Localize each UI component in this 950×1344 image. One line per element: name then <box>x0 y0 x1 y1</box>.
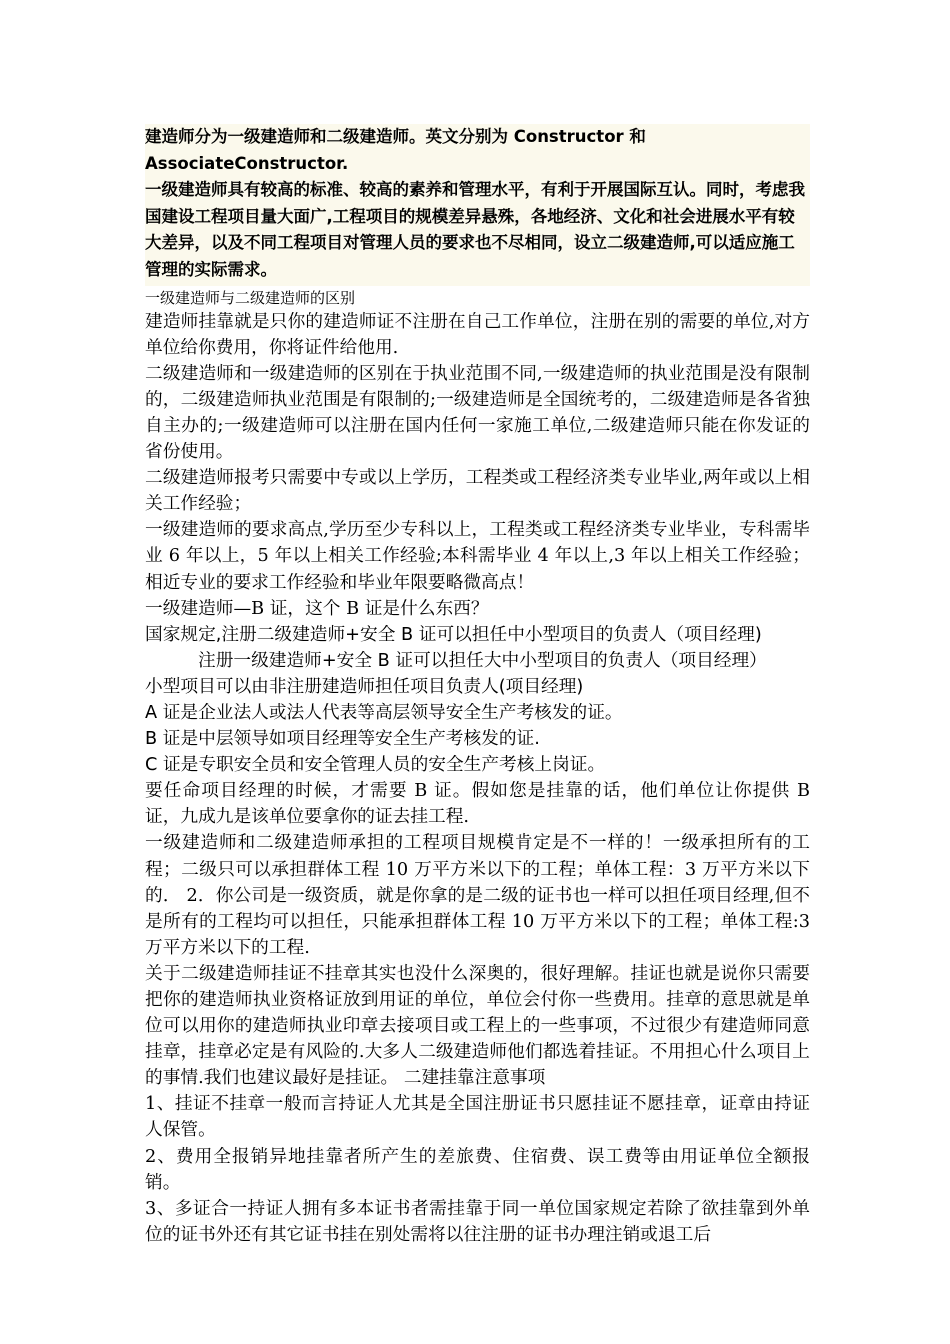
intro-highlight-block <box>145 124 810 286</box>
intro-line-1: 建造师分为一级建造师和二级建造师。英文分别为 Constructor 和 AssociateConstructor. <box>145 127 646 173</box>
regulation-line: 注册一级建造师+安全 B 证可以担任大中小型项目的负责人（项目经理） <box>198 650 767 671</box>
paragraph: 关于二级建造师挂证不挂章其实也没什么深奥的，很好理解。挂证也就是说你只需要把你的建造师执业资格证放到用证的单位，单位会付你一些费用。挂章的意思就是单位可以用你的建造师执业印章去接项目或工程上的一些事项，不过很少有建造师同意挂章，挂章必定是有风险的.大多人二级建造师他们都选着挂证。不用担心什么项目上的事情.我们也建议最好是挂证。 二建挂靠注意事项 <box>145 963 810 1089</box>
paragraph: 二级建造师和一级建造师的区别在于执业范围不同,一级建造师的执业范围是没有限制的，二级建造师执业范围是有限制的;一级建造师是全国统考的，二级建造师是各省独自主办的;一级建造师可以注册在国内任何一家施工单位,二级建造师只能在你发证的省份使用。 <box>145 363 810 463</box>
document-body <box>145 124 810 1248</box>
paragraph: 要任命项目经理的时候，才需要 B 证。假如您是挂靠的话，他们单位让你提供 B 证，九成九是该单位要拿你的证去挂工程. <box>145 781 810 828</box>
intro-line-2: 一级建造师具有较高的标准、较高的素养和管理水平，有利于开展国际互认。同时，考虑我国建设工程项目量大面广,工程项目的规模差异悬殊，各地经济、文化和社会进展水平有较大差异，以及不同工程项目对管理人员的要求也不尽相同，设立二级建造师,可以适应施工管理的实际需求。 <box>145 180 805 279</box>
paragraph: 一级建造师和二级建造师承担的工程项目规模肯定是不一样的！一级承担所有的工程；二级只可以承担群体工程 10 万平方米以下的工程；单体工程：3 万平方米以下的． 2．你公司是一级资质，就是你拿的是二级的证书也一样可以担任项目经理,但不是所有的工程均可以担任，只能承担群体工程 10 万平方米以下的工程；单体工程:3 万平方米以下的工程. <box>145 833 810 958</box>
certificate-b-line: B 证是中层领导如项目经理等安全生产考核发的证. <box>145 729 540 750</box>
list-item: 1、挂证不挂章一般而言持证人尤其是全国注册证书只愿挂证不愿挂章，证章由持证人保管。 <box>145 1094 810 1141</box>
section-subtitle: 一级建造师与二级建造师的区别 <box>145 288 356 307</box>
paragraph: 一级建造师—B 证，这个 B 证是什么东西？ <box>145 598 489 619</box>
paragraph: 建造师挂靠就是只你的建造师证不注册在自己工作单位，注册在别的需要的单位,对方单位给你费用，你将证件给他用. <box>145 311 810 358</box>
certificate-c-line: C 证是专职安全员和安全管理人员的安全生产考核上岗证。 <box>145 755 606 776</box>
list-item: 2、费用全报销异地挂靠者所产生的差旅费、住宿费、误工费等由用证单位全额报销。 <box>145 1146 810 1193</box>
regulation-line: 国家规定,注册二级建造师+安全 B 证可以担任中小型项目的负责人（项目经理) <box>145 624 762 645</box>
certificate-a-line: A 证是企业法人或法人代表等高层领导安全生产考核发的证。 <box>145 702 623 723</box>
paragraph: 二级建造师报考只需要中专或以上学历，工程类或工程经济类专业毕业,两年或以上相关工作经验； <box>145 468 810 515</box>
list-item: 3、多证合一持证人拥有多本证书者需挂靠于同一单位国家规定若除了欲挂靠到外单位的证书外还有其它证书挂在别处需将以往注册的证书办理注销或退工后 <box>145 1198 810 1245</box>
paragraph: 一级建造师的要求高点,学历至少专科以上，工程类或工程经济类专业毕业，专科需毕业 6 年以上，5 年以上相关工作经验;本科需毕业 4 年以上,3 年以上相关工作经验；相近专业的要求工作经验和毕业年限要略微高点！ <box>145 520 810 593</box>
regulation-line: 小型项目可以由非注册建造师担任项目负责人(项目经理) <box>145 676 584 697</box>
